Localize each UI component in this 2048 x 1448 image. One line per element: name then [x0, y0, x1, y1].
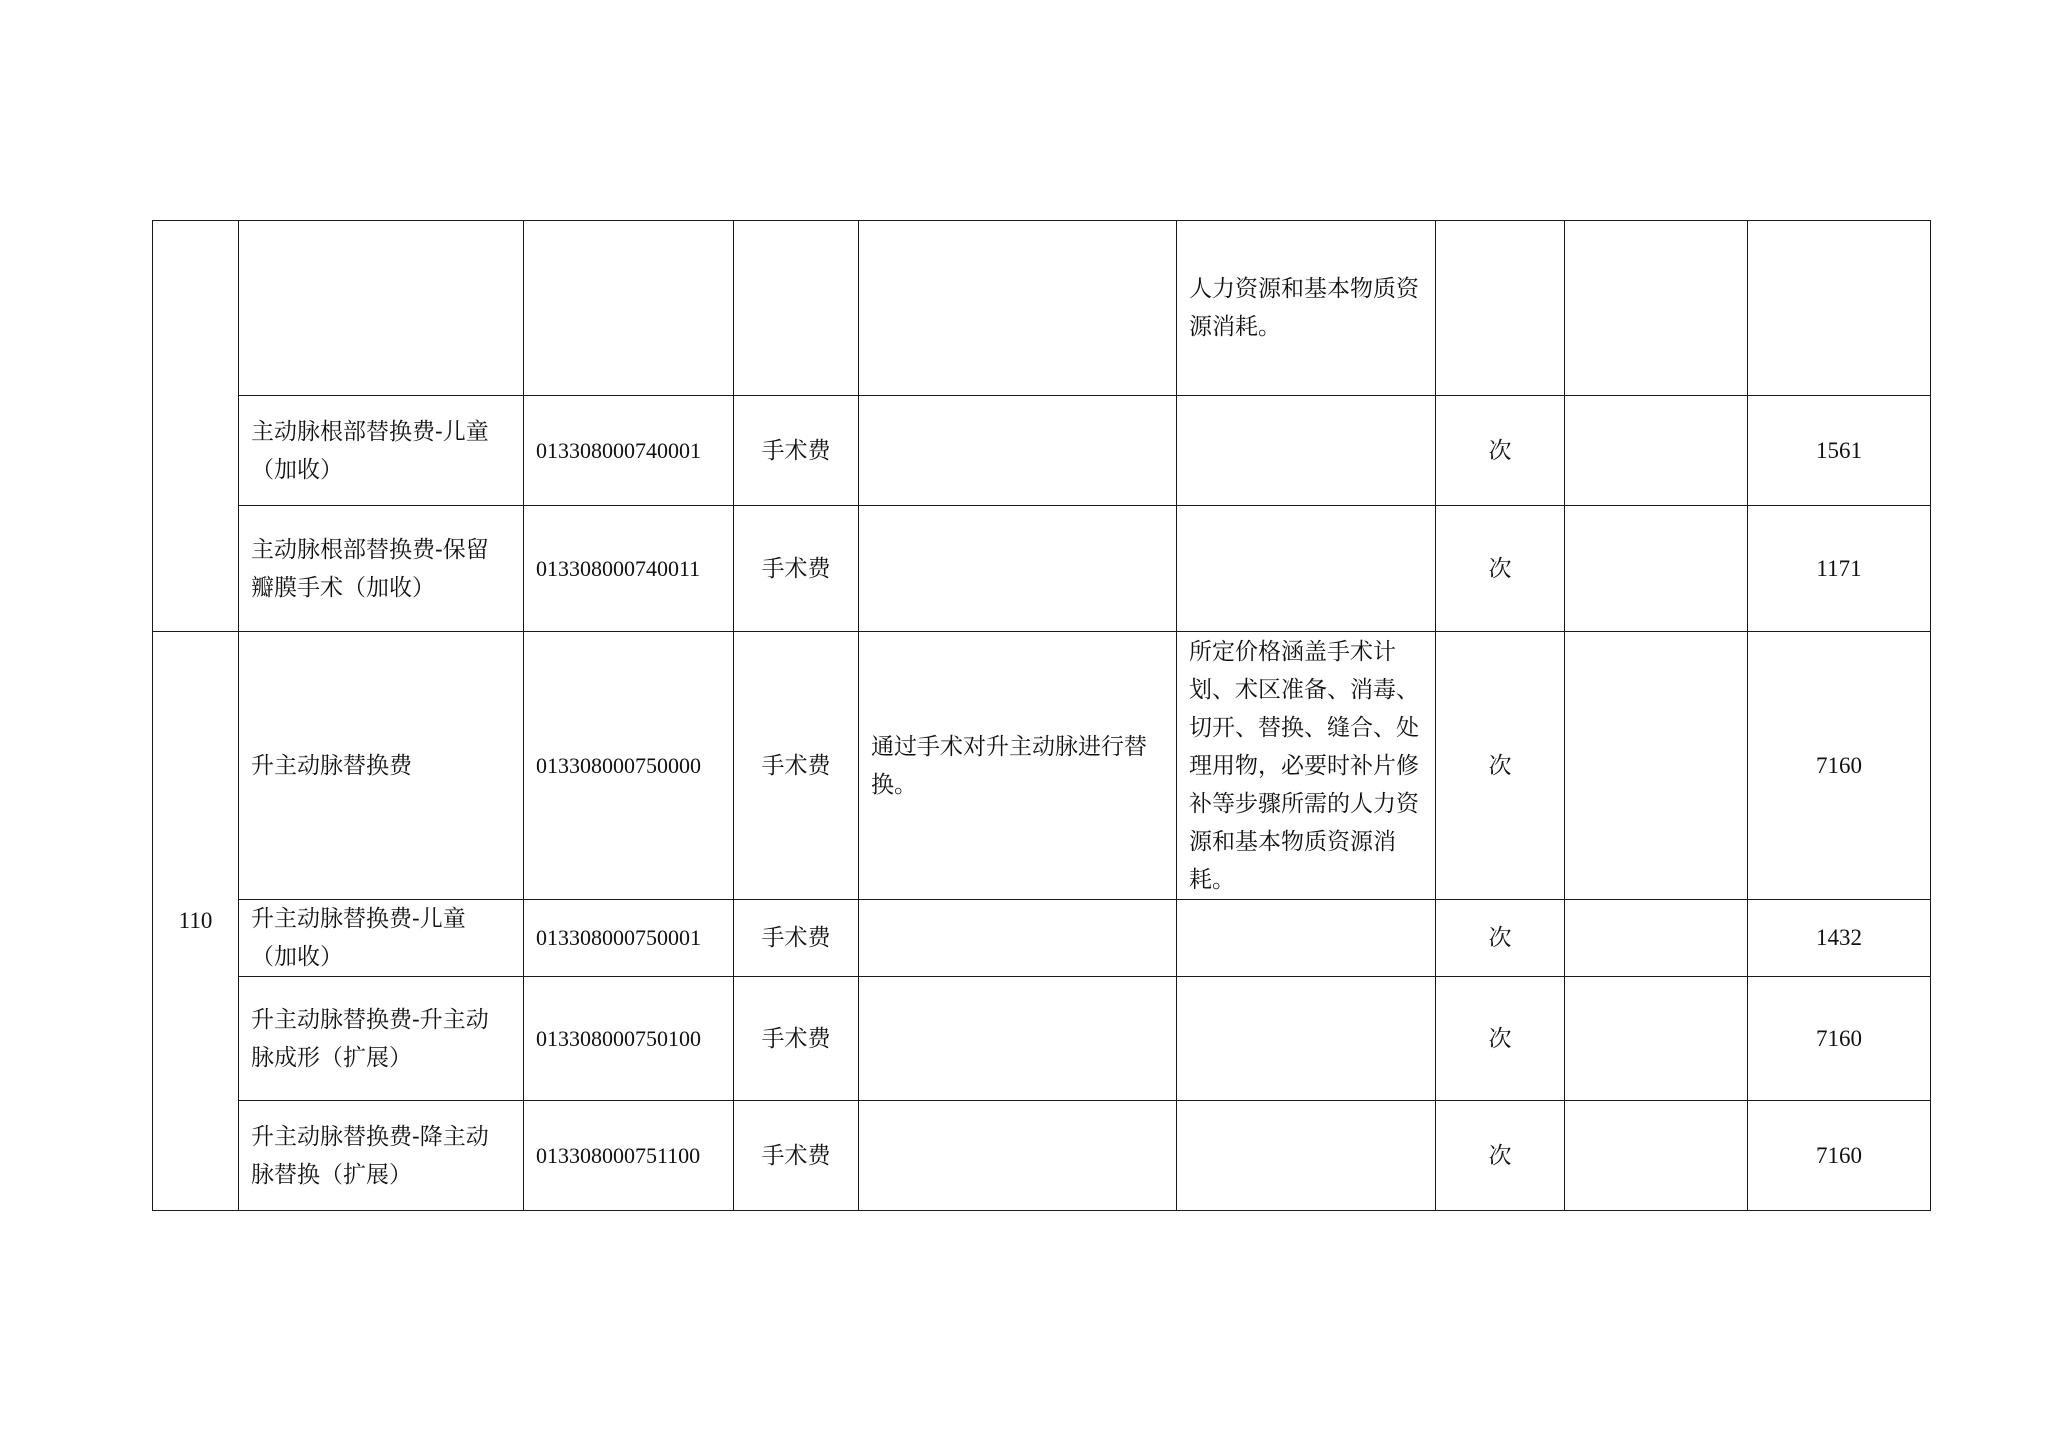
unit-cell: 次 [1436, 632, 1565, 900]
name-cell: 升主动脉替换费-降主动脉替换（扩展） [239, 1101, 524, 1211]
price-cell: 1561 [1748, 396, 1931, 506]
unit-cell: 次 [1436, 900, 1565, 977]
note-cell [1565, 221, 1748, 396]
seq-cell: 110 [153, 632, 239, 1211]
category-cell: 手术费 [734, 632, 859, 900]
code-cell: 013308000750000 [524, 632, 734, 900]
connotation-cell: 通过手术对升主动脉进行替换。 [859, 632, 1177, 900]
connotation-cell [859, 396, 1177, 506]
code-cell: 013308000740001 [524, 396, 734, 506]
unit-cell: 次 [1436, 1101, 1565, 1211]
table-row [153, 977, 1931, 1101]
price-cell: 7160 [1748, 1101, 1931, 1211]
code-cell: 013308000750001 [524, 900, 734, 977]
note-cell [1565, 396, 1748, 506]
table-row [153, 900, 1931, 977]
unit-cell: 次 [1436, 977, 1565, 1101]
category-cell: 手术费 [734, 1101, 859, 1211]
note-cell [1565, 506, 1748, 632]
category-cell: 手术费 [734, 506, 859, 632]
name-cell: 升主动脉替换费-儿童（加收） [239, 900, 524, 977]
cost-description-cell [1177, 396, 1436, 506]
price-cell [1748, 221, 1931, 396]
category-cell: 手术费 [734, 396, 859, 506]
code-cell: 013308000740011 [524, 506, 734, 632]
name-cell: 升主动脉替换费 [239, 632, 524, 900]
table-row [153, 632, 1931, 900]
note-cell [1565, 977, 1748, 1101]
code-cell: 013308000751100 [524, 1101, 734, 1211]
cost-description-cell: 人力资源和基本物质资源消耗。 [1177, 221, 1436, 396]
cost-description-cell [1177, 900, 1436, 977]
note-cell [1565, 1101, 1748, 1211]
connotation-cell [859, 221, 1177, 396]
price-cell: 7160 [1748, 632, 1931, 900]
price-cell: 1171 [1748, 506, 1931, 632]
category-cell: 手术费 [734, 977, 859, 1101]
price-cell: 1432 [1748, 900, 1931, 977]
cost-description-cell [1177, 1101, 1436, 1211]
table-row [153, 506, 1931, 632]
cost-description-cell: 所定价格涵盖手术计划、术区准备、消毒、切开、替换、缝合、处理用物，必要时补片修补等步骤所需的人力资源和基本物质资源消耗。 [1177, 632, 1436, 900]
category-cell: 手术费 [734, 900, 859, 977]
table-row [153, 221, 1931, 396]
name-cell: 主动脉根部替换费-儿童（加收） [239, 396, 524, 506]
code-cell: 013308000750100 [524, 977, 734, 1101]
unit-cell [1436, 221, 1565, 396]
cost-description-cell [1177, 977, 1436, 1101]
unit-cell: 次 [1436, 506, 1565, 632]
connotation-cell [859, 977, 1177, 1101]
table-row [153, 396, 1931, 506]
name-cell [239, 221, 524, 396]
connotation-cell [859, 900, 1177, 977]
connotation-cell [859, 506, 1177, 632]
cost-description-cell [1177, 506, 1436, 632]
connotation-cell [859, 1101, 1177, 1211]
table-row [153, 1101, 1931, 1211]
category-cell [734, 221, 859, 396]
code-cell [524, 221, 734, 396]
name-cell: 升主动脉替换费-升主动脉成形（扩展） [239, 977, 524, 1101]
seq-cell [153, 221, 239, 632]
name-cell: 主动脉根部替换费-保留瓣膜手术（加收） [239, 506, 524, 632]
price-table [152, 220, 1931, 1211]
unit-cell: 次 [1436, 396, 1565, 506]
note-cell [1565, 900, 1748, 977]
note-cell [1565, 632, 1748, 900]
price-cell: 7160 [1748, 977, 1931, 1101]
